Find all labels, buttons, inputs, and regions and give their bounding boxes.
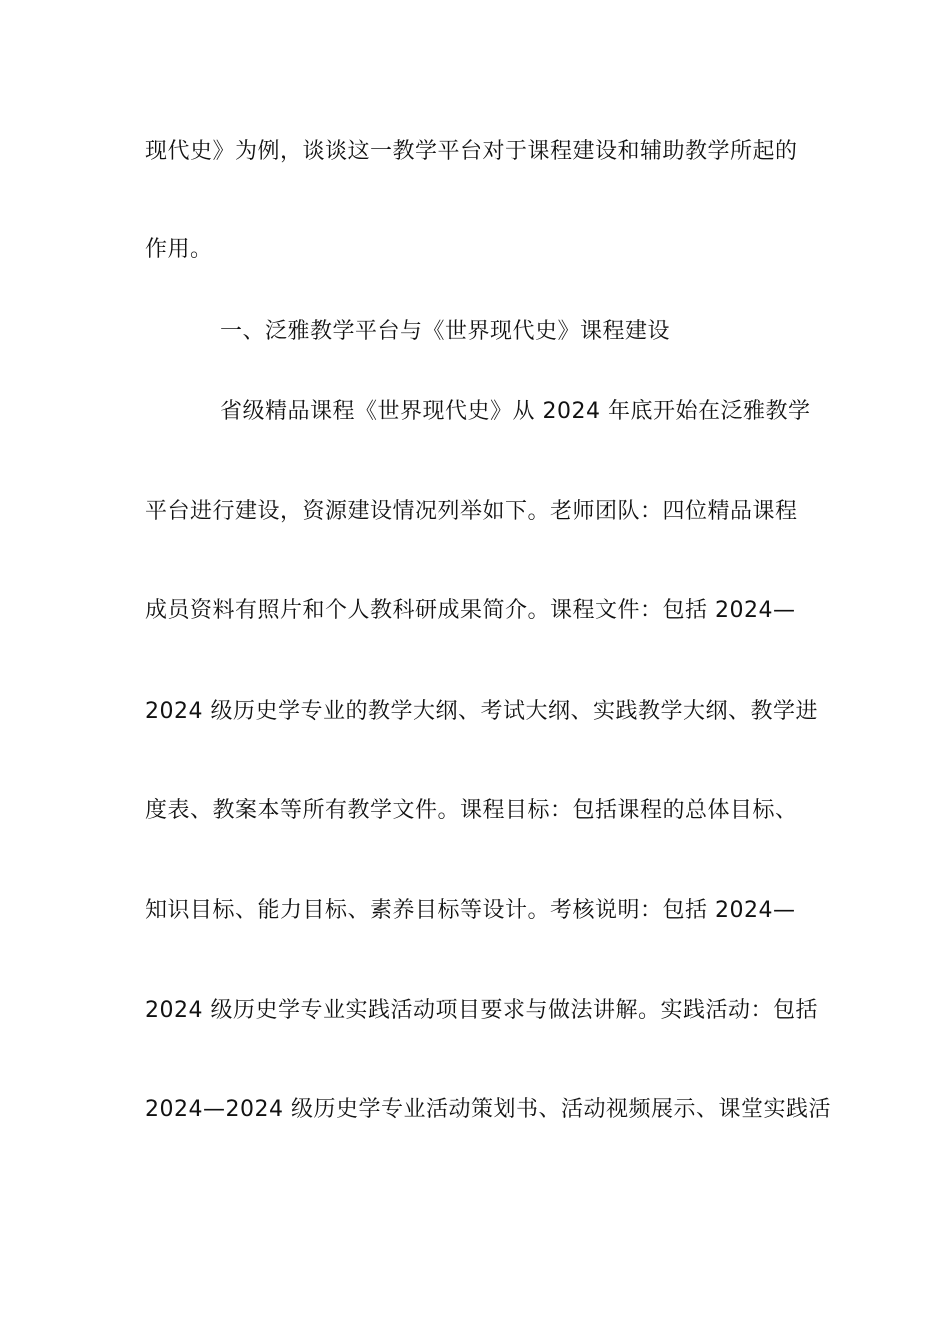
section-heading: 一、泛雅教学平台与《世界现代史》课程建设 xyxy=(220,319,671,344)
paragraph-line-10: 2024—2024 级历史学专业活动策划书、活动视频展示、课堂实践活 xyxy=(145,1097,831,1122)
paragraph-line-4: 平台进行建设，资源建设情况列举如下。老师团队：四位精品课程 xyxy=(145,499,798,524)
paragraph-line-5: 成员资料有照片和个人教科研成果简介。课程文件：包括 2024— xyxy=(145,598,796,623)
paragraph-line-8: 知识目标、能力目标、素养目标等设计。考核说明：包括 2024— xyxy=(145,898,796,923)
paragraph-line-3: 省级精品课程《世界现代史》从 2024 年底开始在泛雅教学 xyxy=(220,399,811,424)
paragraph-line-6: 2024 级历史学专业的教学大纲、考试大纲、实践教学大纲、教学进 xyxy=(145,699,818,724)
paragraph-line-2: 作用。 xyxy=(145,237,213,262)
paragraph-line-9: 2024 级历史学专业实践活动项目要求与做法讲解。实践活动：包括 xyxy=(145,998,818,1023)
paragraph-line-7: 度表、教案本等所有教学文件。课程目标：包括课程的总体目标、 xyxy=(145,798,798,823)
paragraph-line-1: 现代史》为例，谈谈这一教学平台对于课程建设和辅助教学所起的 xyxy=(145,139,798,164)
